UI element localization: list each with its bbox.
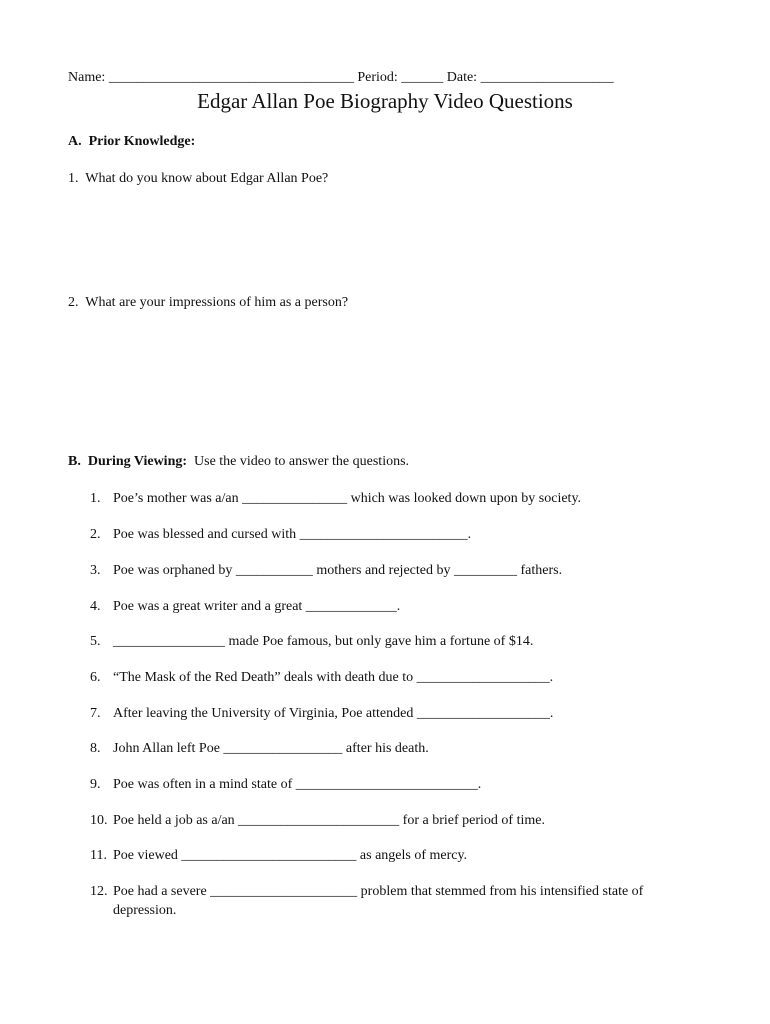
question-number: 8.: [90, 741, 101, 756]
question-text: ________________ made Poe famous, but only gave him a fortune of $14.: [113, 634, 534, 649]
question-number: 10.: [90, 813, 108, 828]
question-number: 6.: [90, 670, 101, 685]
question-number: 11.: [90, 848, 107, 863]
prior-question-1: 1. What do you know about Edgar Allan Poe?: [68, 171, 329, 186]
question-text: depression.: [113, 903, 177, 918]
question-text: Poe was orphaned by ___________ mothers and rejected by _________ fathers.: [113, 563, 563, 578]
question-number: 1.: [90, 491, 101, 506]
question-text: Poe held a job as a/an _______________________ for a brief period of time.: [113, 813, 545, 828]
question-text: John Allan left Poe _________________ after his death.: [113, 741, 429, 756]
question-number: 5.: [90, 634, 101, 649]
page-title: Edgar Allan Poe Biography Video Questions: [197, 89, 573, 113]
name-period-date-line: Name: ___________________________________ Period: ______ Date: ___________________: [68, 70, 614, 85]
question-number: 9.: [90, 777, 101, 792]
question-text: After leaving the University of Virginia, Poe attended ___________________.: [113, 706, 554, 721]
question-text: Poe was a great writer and a great _____________.: [113, 599, 401, 614]
section-a-heading-text: A. Prior Knowledge:: [68, 134, 196, 149]
question-number: 4.: [90, 599, 101, 614]
prior-question-2: 2. What are your impressions of him as a person?: [68, 295, 349, 310]
question-text: “The Mask of the Red Death” deals with death due to ___________________.: [113, 670, 554, 685]
question-number: 3.: [90, 563, 101, 578]
question-number: 2.: [90, 527, 101, 542]
section-b-instruction: Use the video to answer the questions.: [187, 454, 410, 469]
question-number: 7.: [90, 706, 101, 721]
question-number: 12.: [90, 884, 108, 899]
question-text: Poe was blessed and cursed with ________________________.: [113, 527, 472, 542]
question-text: Poe had a severe _____________________ problem that stemmed from his intensified state of: [113, 884, 644, 899]
question-text: Poe viewed _________________________ as angels of mercy.: [113, 848, 468, 863]
question-text: Poe’s mother was a/an _______________ which was looked down upon by society.: [113, 491, 582, 506]
section-b-heading: [68, 454, 409, 470]
section-a-heading: [68, 134, 195, 150]
question-text: Poe was often in a mind state of __________________________.: [113, 777, 482, 792]
section-b-heading-text: B. During Viewing:: [68, 454, 188, 469]
